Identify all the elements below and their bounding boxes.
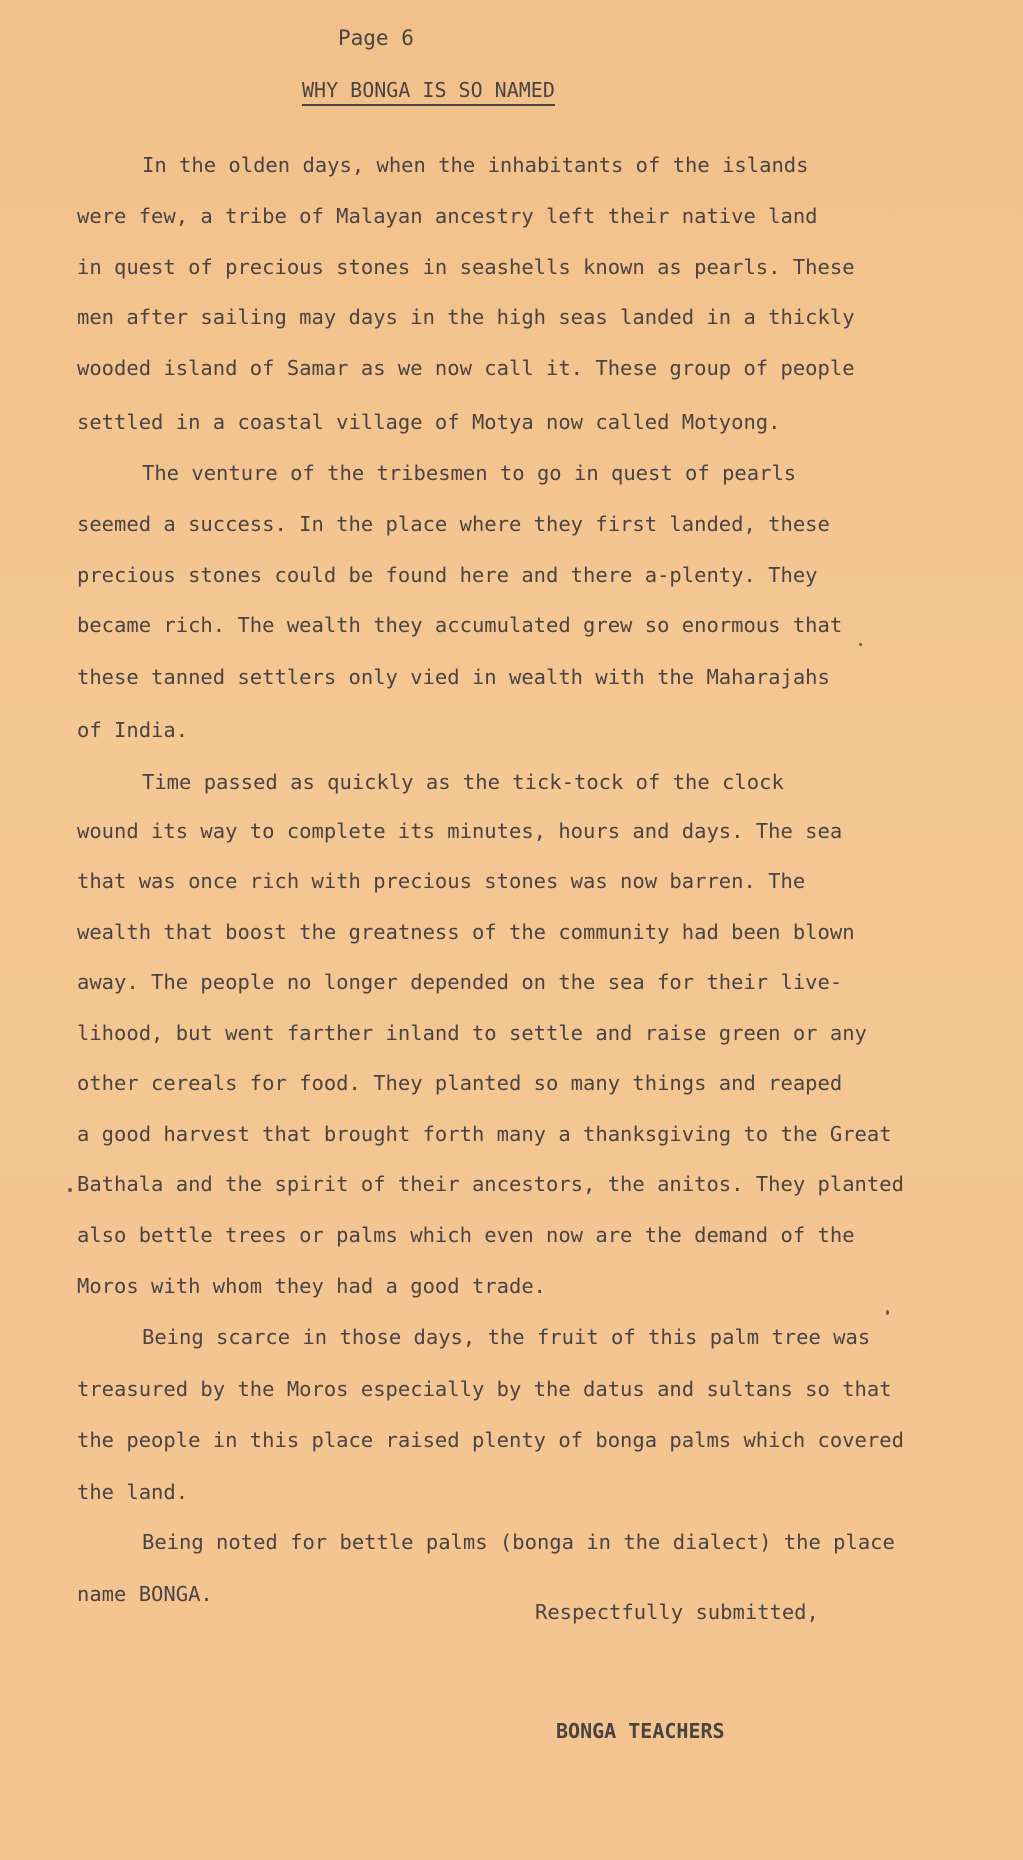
body-line: wooded island of Samar as we now call it. These group of people xyxy=(77,356,855,380)
body-line: name BONGA. xyxy=(77,1582,213,1606)
body-line: Being noted for bettle palms (bonga in the dialect) the place xyxy=(142,1530,895,1554)
body-line: the land. xyxy=(77,1480,189,1504)
document-title: WHY BONGA IS SO NAMED xyxy=(302,78,555,106)
signature: BONGA TEACHERS xyxy=(556,1719,725,1743)
body-line: also bettle trees or palms which even now are the demand of the xyxy=(77,1223,855,1247)
body-line: lihood, but went farther inland to settle and raise green or any xyxy=(77,1021,867,1045)
body-line: in quest of precious stones in seashells known as pearls. These xyxy=(77,255,855,279)
page-number: Page 6 xyxy=(338,26,414,50)
body-line: the people in this place raised plenty of bonga palms which covered xyxy=(77,1428,904,1452)
body-line: Bathala and the spirit of their ancestors, the anitos. They planted xyxy=(77,1172,904,1196)
body-line: Being scarce in those days, the fruit of this palm tree was xyxy=(142,1325,871,1349)
body-line: treasured by the Moros especially by the datus and sultans so that xyxy=(77,1377,892,1401)
body-line: were few, a tribe of Malayan ancestry left their native land xyxy=(77,204,818,228)
body-line: these tanned settlers only vied in wealth with the Maharajahs xyxy=(77,665,830,689)
body-line: Moros with whom they had a good trade. xyxy=(77,1274,546,1298)
body-line: a good harvest that brought forth many a thanksgiving to the Great xyxy=(77,1122,892,1146)
ink-speck xyxy=(68,1188,72,1192)
body-line: seemed a success. In the place where they first landed, these xyxy=(77,512,830,536)
body-line: precious stones could be found here and there a-plenty. They xyxy=(77,563,818,587)
body-line: wound its way to complete its minutes, hours and days. The sea xyxy=(77,819,843,843)
body-line: settled in a coastal village of Motya now called Motyong. xyxy=(77,410,781,434)
body-line: other cereals for food. They planted so many things and reaped xyxy=(77,1071,843,1095)
body-line: The venture of the tribesmen to go in quest of pearls xyxy=(142,461,797,485)
body-line: In the olden days, when the inhabitants of the islands xyxy=(142,153,809,177)
body-line: away. The people no longer depended on the sea for their live- xyxy=(77,970,843,994)
body-line: became rich. The wealth they accumulated grew so enormous that xyxy=(77,613,843,637)
body-line: that was once rich with precious stones was now barren. The xyxy=(77,869,806,893)
closing-line: Respectfully submitted, xyxy=(535,1600,819,1624)
body-line: men after sailing may days in the high seas landed in a thickly xyxy=(77,305,855,329)
body-line: wealth that boost the greatness of the community had been blown xyxy=(77,920,855,944)
body-line: Time passed as quickly as the tick-tock of the clock xyxy=(142,770,784,794)
ink-speck xyxy=(859,643,862,646)
ink-speck xyxy=(886,1310,889,1315)
body-line: of India. xyxy=(77,718,189,742)
